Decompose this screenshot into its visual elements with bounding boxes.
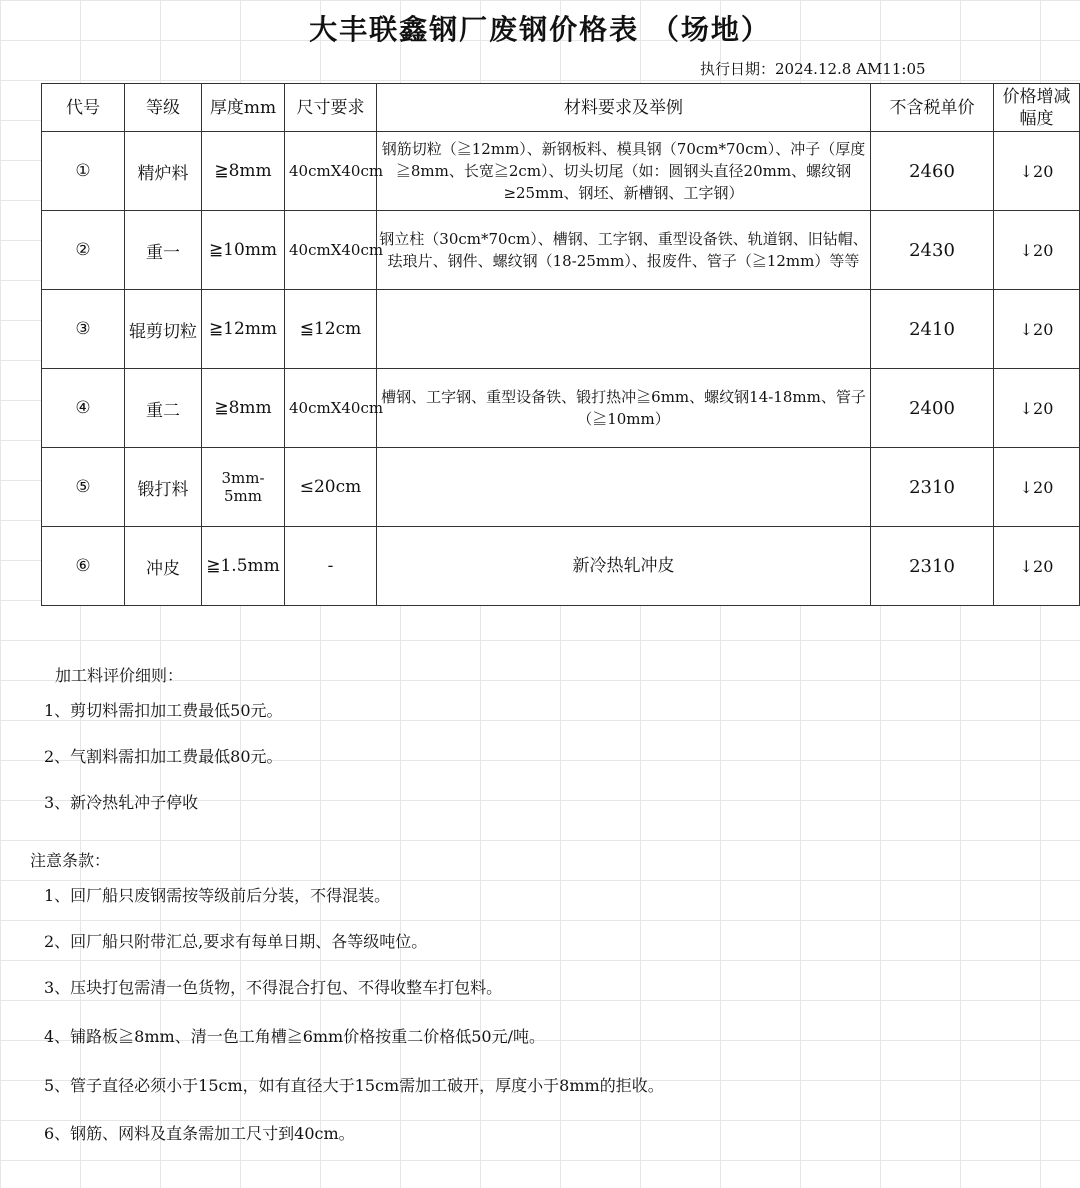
cell-requirement bbox=[377, 448, 871, 527]
cell-change: ↓20 bbox=[994, 527, 1080, 606]
cell-grade: 重二 bbox=[125, 369, 202, 448]
cell-change: ↓20 bbox=[994, 132, 1080, 211]
cell-price: 2430 bbox=[871, 211, 994, 290]
note-item: 5、管子直径必须小于15cm，如有直径大于15cm需加工破开，厚度小于8mm的拒收。 bbox=[44, 1076, 664, 1095]
cell-requirement: 钢立柱（30cm*70cm）、槽钢、工字钢、重型设备铁、轨道钢、旧钻帽、珐琅片、钢件、螺纹钢（18-25mm）、报废件、管子（≧12mm）等等 bbox=[377, 211, 871, 290]
effective-date: 执行日期：2024.12.8 AM11:05 bbox=[700, 60, 926, 78]
table-row bbox=[42, 211, 1080, 290]
cell-price: 2310 bbox=[871, 527, 994, 606]
processing-rule-item: 3、新冷热轧冲子停收 bbox=[44, 793, 199, 812]
note-item: 1、回厂船只废钢需按等级前后分装，不得混装。 bbox=[44, 886, 391, 905]
col-header-size: 尺寸要求 bbox=[285, 84, 377, 132]
cell-size: - bbox=[285, 527, 377, 606]
cell-price: 2410 bbox=[871, 290, 994, 369]
processing-rule-item: 1、剪切料需扣加工费最低50元。 bbox=[44, 701, 283, 720]
col-header-change: 价格增减幅度 bbox=[994, 84, 1080, 132]
cell-code: ① bbox=[42, 132, 125, 211]
col-header-code: 代号 bbox=[42, 84, 125, 132]
col-header-thickness: 厚度mm bbox=[202, 84, 285, 132]
cell-code: ⑤ bbox=[42, 448, 125, 527]
cell-change: ↓20 bbox=[994, 290, 1080, 369]
processing-rules-title: 加工料评价细则： bbox=[55, 666, 184, 685]
cell-change: ↓20 bbox=[994, 369, 1080, 448]
col-header-requirement: 材料要求及举例 bbox=[377, 84, 871, 132]
cell-requirement: 槽钢、工字钢、重型设备铁、锻打热冲≧6mm、螺纹钢14-18mm、管子（≧10mm） bbox=[377, 369, 871, 448]
table-row bbox=[42, 290, 1080, 369]
note-item: 3、压块打包需清一色货物，不得混合打包、不得收整车打包料。 bbox=[44, 978, 503, 997]
cell-size: ≦12cm bbox=[285, 290, 377, 369]
price-table bbox=[41, 83, 1080, 606]
table-row bbox=[42, 448, 1080, 527]
table-row bbox=[42, 527, 1080, 606]
cell-price: 2460 bbox=[871, 132, 994, 211]
cell-grade: 冲皮 bbox=[125, 527, 202, 606]
table-row bbox=[42, 132, 1080, 211]
cell-size: 40cmX40cm bbox=[285, 132, 377, 211]
cell-grade: 精炉料 bbox=[125, 132, 202, 211]
cell-price: 2400 bbox=[871, 369, 994, 448]
notes-title: 注意条款： bbox=[30, 851, 111, 870]
cell-code: ③ bbox=[42, 290, 125, 369]
cell-thickness: 3mm-5mm bbox=[202, 448, 285, 527]
cell-requirement: 新冷热轧冲皮 bbox=[377, 527, 871, 606]
cell-requirement bbox=[377, 290, 871, 369]
cell-grade: 重一 bbox=[125, 211, 202, 290]
cell-change: ↓20 bbox=[994, 211, 1080, 290]
col-header-grade: 等级 bbox=[125, 84, 202, 132]
cell-code: ② bbox=[42, 211, 125, 290]
cell-size: 40cmX40cm bbox=[285, 369, 377, 448]
processing-rule-item: 2、气割料需扣加工费最低80元。 bbox=[44, 747, 283, 766]
cell-thickness: ≧1.5mm bbox=[202, 527, 285, 606]
cell-change: ↓20 bbox=[994, 448, 1080, 527]
cell-thickness: ≧8mm bbox=[202, 369, 285, 448]
table-header-row bbox=[42, 84, 1080, 132]
cell-grade: 锻打料 bbox=[125, 448, 202, 527]
note-item: 6、钢筋、网料及直条需加工尺寸到40cm。 bbox=[44, 1124, 355, 1143]
page-title: 大丰联鑫钢厂废钢价格表 （场地） bbox=[309, 13, 771, 46]
cell-code: ⑥ bbox=[42, 527, 125, 606]
cell-thickness: ≧10mm bbox=[202, 211, 285, 290]
cell-thickness: ≧12mm bbox=[202, 290, 285, 369]
cell-price: 2310 bbox=[871, 448, 994, 527]
col-header-price: 不含税单价 bbox=[871, 84, 994, 132]
note-item: 2、回厂船只附带汇总,要求有每单日期、各等级吨位。 bbox=[44, 932, 428, 951]
cell-size: 40cmX40cm bbox=[285, 211, 377, 290]
table-row bbox=[42, 369, 1080, 448]
cell-code: ④ bbox=[42, 369, 125, 448]
note-item: 4、铺路板≧8mm、清一色工角槽≧6mm价格按重二价格低50元/吨。 bbox=[44, 1027, 545, 1046]
cell-requirement: 钢筋切粒（≧12mm）、新钢板料、模具钢（70cm*70cm）、冲子（厚度≧8mm、长宽≧2cm）、切头切尾（如：圆钢头直径20mm、螺纹钢≥25mm、钢坯、新槽钢、工字钢） bbox=[377, 132, 871, 211]
cell-grade: 辊剪切粒 bbox=[125, 290, 202, 369]
cell-thickness: ≧8mm bbox=[202, 132, 285, 211]
cell-size: ≤20cm bbox=[285, 448, 377, 527]
